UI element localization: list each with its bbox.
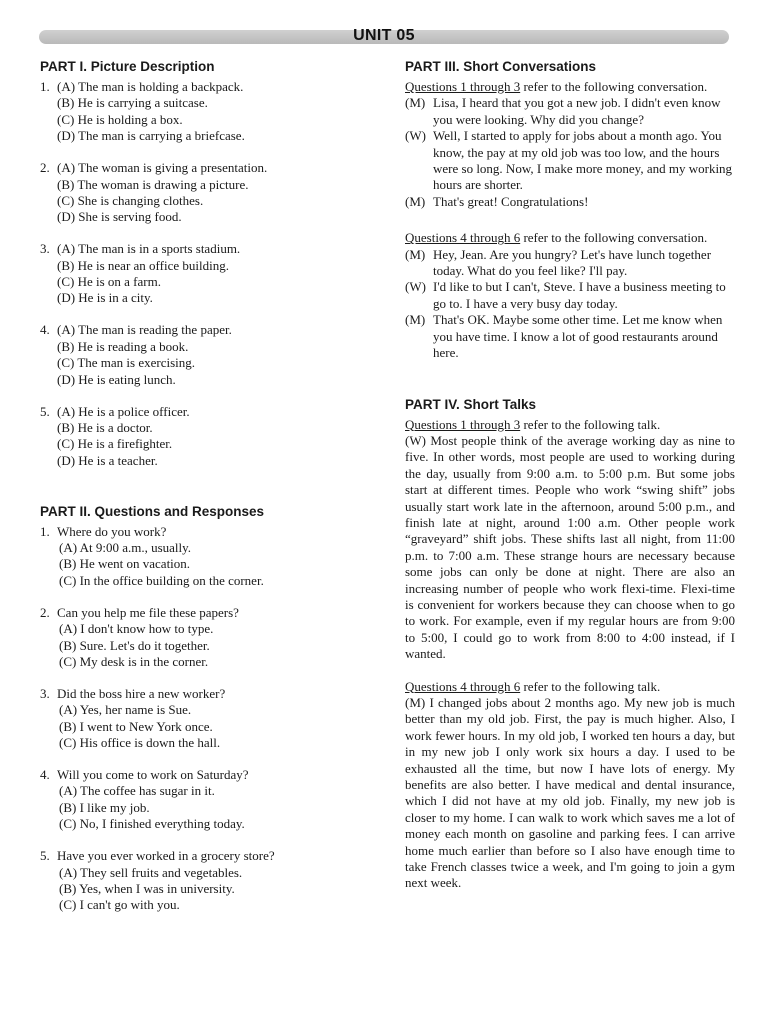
question-number: 1. xyxy=(40,523,50,539)
answer-option: (D) The man is carrying a briefcase. xyxy=(57,128,245,144)
question-number: 2. xyxy=(40,160,50,176)
answer-option: (B) He is carrying a suitcase. xyxy=(57,95,208,111)
answer-option: (A) The woman is giving a presentation. xyxy=(57,160,268,176)
question-range-link: Questions 1 through 3 xyxy=(405,416,521,432)
speaker-label: (W) xyxy=(405,279,426,295)
speaker-label: (M) xyxy=(405,312,426,328)
conversation-intro xyxy=(405,79,735,95)
answer-option: (C) In the office building on the corner. xyxy=(59,572,264,588)
dialogue-text: That's OK. Maybe some other time. Let me know when you have time. I know a lot of good restaurants around here. xyxy=(433,312,723,361)
dialogue-line xyxy=(405,128,735,194)
talk-transcript: (M) I changed jobs about 2 months ago. My new job is much better than my old job. First, the pay is much higher. Also, I work fewer hours. In my old job, I worked ten hours a day, but in my new job I only work six hours a day. I used to be exhausted all the time, but now I have lots of energy. My benefits are also better. I have medical and dental insurance, which I did not have at my old job. Finally, my new job is closer to my home. I can walk to work which saves me a lot of money each month on gasoline and parking fees. I can arrive home much earlier than before so I also have enough time to take French classes twice a week, and I'm going to join a gym next week. xyxy=(405,695,735,891)
answer-option: (C) She is changing clothes. xyxy=(57,192,204,208)
part2-heading: PART II. Questions and Responses xyxy=(40,503,265,519)
answer-option: (B) He is reading a book. xyxy=(57,338,189,354)
short-talk xyxy=(405,679,735,892)
question-item xyxy=(40,848,390,914)
answer-option: (D) He is in a city. xyxy=(57,290,153,306)
unit-title: UNIT 05 xyxy=(353,27,415,44)
question-number: 3. xyxy=(40,241,50,257)
answer-option: (A) He is a police officer. xyxy=(57,403,190,419)
right-column xyxy=(405,58,735,908)
answer-option: (A) The coffee has sugar in it. xyxy=(59,783,215,799)
part1-heading: PART I. Picture Description xyxy=(40,59,215,74)
answer-option: (C) He is on a farm. xyxy=(57,274,161,290)
question-number: 2. xyxy=(40,604,50,620)
question-item xyxy=(40,160,390,226)
question-item xyxy=(40,524,390,590)
dialogue-text: I'd like to but I can't, Steve. I have a business meeting to go to. I have a very busy day today. xyxy=(433,279,726,311)
answer-option: (B) I went to New York once. xyxy=(59,718,213,734)
answer-option: (A) They sell fruits and vegetables. xyxy=(59,864,243,880)
question-stem: Can you help me file these papers? xyxy=(57,604,239,620)
part1-question-list xyxy=(40,79,390,469)
short-talk xyxy=(405,417,735,663)
answer-option: (D) He is a teacher. xyxy=(57,452,158,468)
dialogue-line xyxy=(405,279,735,312)
part2-question-list xyxy=(40,524,390,914)
part3-heading: PART III. Short Conversations xyxy=(405,59,597,74)
dialogue-line xyxy=(405,312,735,361)
answer-option: (C) He is holding a box. xyxy=(57,111,183,127)
left-column xyxy=(40,58,390,929)
answer-option: (B) He is a doctor. xyxy=(57,419,153,435)
speaker-label: (M) xyxy=(405,193,426,209)
question-number: 5. xyxy=(40,848,50,864)
answer-option: (A) The man is reading the paper. xyxy=(57,322,232,338)
question-item xyxy=(40,686,390,752)
conversation-intro xyxy=(405,230,735,246)
answer-option: (B) Yes, when I was in university. xyxy=(59,880,235,896)
dialogue-line xyxy=(405,95,735,128)
question-stem: Where do you work? xyxy=(57,523,167,539)
question-number: 4. xyxy=(40,322,50,338)
speaker-label: (M) xyxy=(405,95,426,111)
conversation xyxy=(405,230,735,361)
question-item xyxy=(40,767,390,833)
talk-intro xyxy=(405,679,735,695)
answer-option: (B) The woman is drawing a picture. xyxy=(57,176,249,192)
answer-option: (A) The man is in a sports stadium. xyxy=(57,241,241,257)
answer-option: (A) Yes, her name is Sue. xyxy=(59,702,192,718)
dialogue-text: Well, I started to apply for jobs about a month ago. You know, the pay at my old job was too low, and the hours were so long. Now, I make more money, and my working hours are shorter. xyxy=(433,128,733,193)
answer-option: (C) My desk is in the corner. xyxy=(59,653,209,669)
answer-option: (C) No, I finished everything today. xyxy=(59,816,245,832)
answer-option: (B) He went on vacation. xyxy=(59,556,191,572)
intro-text: refer to the following talk. xyxy=(520,416,661,432)
question-number: 4. xyxy=(40,767,50,782)
answer-option: (D) She is serving food. xyxy=(57,209,182,225)
intro-text: refer to the following talk. xyxy=(520,678,661,694)
dialogue-line xyxy=(405,247,735,280)
talk-intro xyxy=(405,417,735,433)
question-stem: Have you ever worked in a grocery store? xyxy=(57,848,275,864)
question-number: 5. xyxy=(40,403,50,419)
question-stem: Will you come to work on Saturday? xyxy=(57,767,249,782)
intro-text: refer to the following conversation. xyxy=(520,230,708,246)
dialogue-text: Hey, Jean. Are you hungry? Let's have lunch together today. What do you feel like? I'll pay. xyxy=(433,246,712,279)
answer-option: (B) Sure. Let's do it together. xyxy=(59,637,210,653)
part4-heading: PART IV. Short Talks xyxy=(405,396,537,412)
answer-option: (D) He is eating lunch. xyxy=(57,371,176,387)
part4-talk-list xyxy=(405,417,735,892)
intro-text: refer to the following conversation. xyxy=(520,79,708,94)
dialogue-text: Lisa, I heard that you got a new job. I didn't even know you were looking. Why did you change? xyxy=(433,95,721,127)
question-item xyxy=(40,241,390,307)
answer-option: (B) I like my job. xyxy=(59,799,150,815)
answer-option: (A) I don't know how to type. xyxy=(59,621,214,637)
dialogue-text: That's great! Congratulations! xyxy=(433,193,589,209)
question-range-link: Questions 4 through 6 xyxy=(405,230,521,246)
question-item xyxy=(40,322,390,388)
question-number: 3. xyxy=(40,685,50,701)
part3-conversation-list xyxy=(405,79,735,362)
dialogue-line xyxy=(405,194,735,210)
question-range-link: Questions 1 through 3 xyxy=(405,79,521,94)
question-stem: Did the boss hire a new worker? xyxy=(57,685,226,701)
answer-option: (C) The man is exercising. xyxy=(57,355,196,371)
answer-option: (C) I can't go with you. xyxy=(59,897,180,913)
answer-option: (C) His office is down the hall. xyxy=(59,735,221,751)
question-item xyxy=(40,404,390,470)
question-item xyxy=(40,605,390,671)
answer-option: (A) At 9:00 a.m., usually. xyxy=(59,540,192,556)
answer-option: (C) He is a firefighter. xyxy=(57,436,173,452)
answer-option: (B) He is near an office building. xyxy=(57,257,229,273)
answer-option: (A) The man is holding a backpack. xyxy=(57,79,244,94)
question-number: 1. xyxy=(40,79,50,94)
speaker-label: (M) xyxy=(405,246,426,262)
question-item xyxy=(40,79,390,145)
conversation xyxy=(405,79,735,210)
question-range-link: Questions 4 through 6 xyxy=(405,678,521,694)
talk-transcript: (W) Most people think of the average working day as nine to five. In other words, most people are used to working during the day, usually from 9:00 a.m. to 5:00 p.m. But some jobs start at different times. People who work “swing shift” jobs usually start work late in the afternoon, around 5:00 p.m., and finish late at night, around 1:00 a.m. Other people work “graveyard” shift jobs. These shifts last all night, from 11:00 p.m. to 7:00 a.m. These strange hours are necessary because some jobs can only be done at night. There are also an increasing number of people who work flexi-time. Flexi-time is convenient for workers because they can choose when to go to work. For example, even if my regular hours are from 9:00 to 5:00, I could go to work from 8:00 to 4:00 instead, if I wanted. xyxy=(405,432,735,662)
speaker-label: (W) xyxy=(405,128,426,144)
